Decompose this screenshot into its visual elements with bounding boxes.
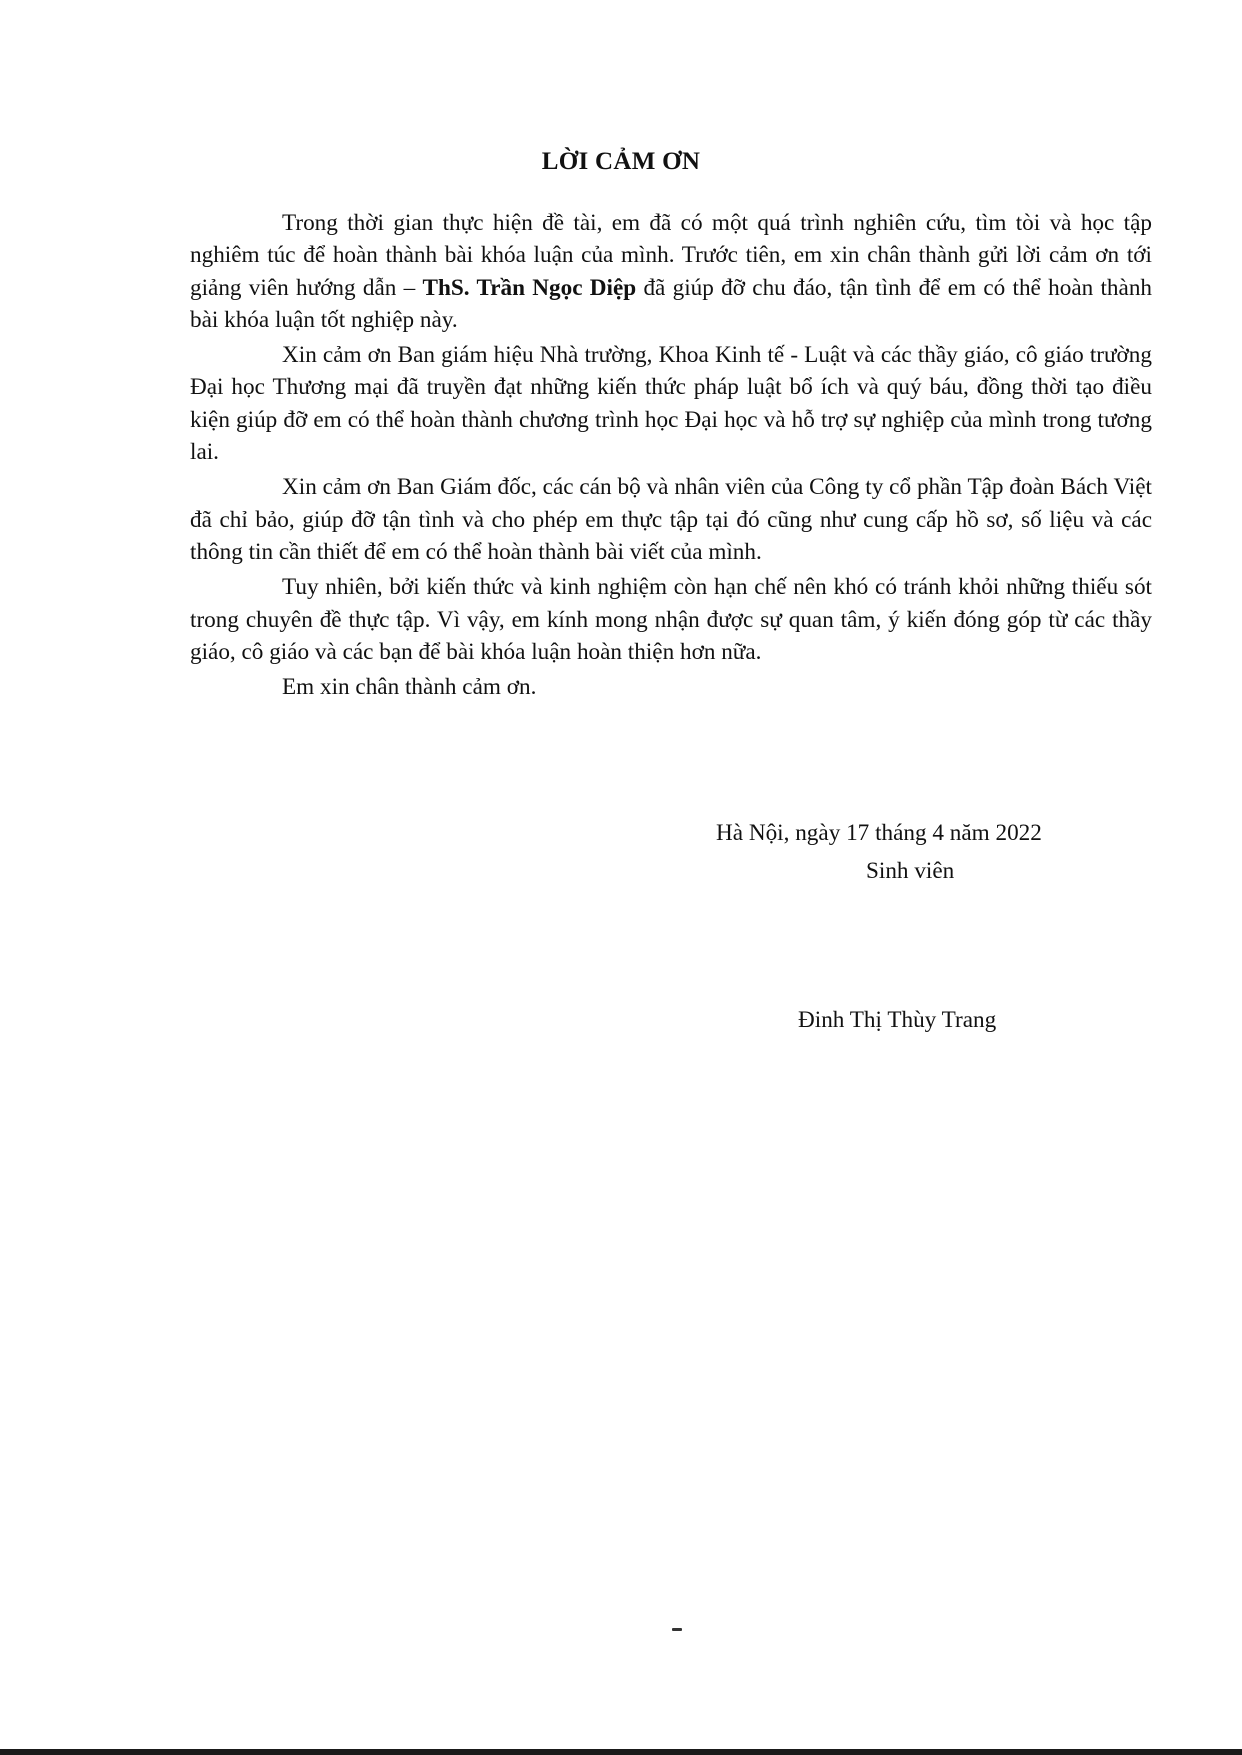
scan-bottom-edge xyxy=(0,1749,1242,1755)
paragraph-1-text-before: Trong thời gian thực hiện đề tài, em đã có một quá trình nghiên cứu, tìm tòi và học tập nghiêm túc để hoàn thành bài khóa luận của mình. Trước tiên, em xin chân thành gửi lời cảm ơn tới giảng viên hướng dẫn – xyxy=(190,210,1152,301)
paragraph-2: Xin cảm ơn Ban giám hiệu Nhà trường, Khoa Kinh tế - Luật và các thầy giáo, cô giáo trường Đại học Thương mại đã truyền đạt những kiến thức pháp luật bổ ích và quý báu, đồng thời tạo điều kiện giúp đỡ em có thể hoàn thành chương trình học Đại học và hỗ trợ sự nghiệp của mình trong tương lai. xyxy=(190,342,1152,466)
page-number-mark xyxy=(672,1628,682,1631)
paragraph-1-text-after: đã giúp đỡ chu đáo, tận tình để em có thể hoàn thành bài khóa luận tốt nghiệp này. xyxy=(190,274,1153,333)
acknowledgement-body xyxy=(190,207,1152,706)
page-title: LỜI CẢM ƠN xyxy=(541,148,701,175)
signer-role: Sinh viên xyxy=(866,858,955,884)
paragraph-1 xyxy=(190,207,1152,336)
paragraph-5: Em xin chân thành cảm ơn. xyxy=(282,674,537,701)
signer-name: Đinh Thị Thùy Trang xyxy=(798,1007,997,1033)
supervisor-name: ThS. Trần Ngọc Diệp xyxy=(422,274,637,301)
paragraph-4: Tuy nhiên, bởi kiến thức và kinh nghiệm còn hạn chế nên khó có tránh khỏi những thiếu sót trong chuyên đề thực tập. Vì vậy, em kính mong nhận được sự quan tâm, ý kiến đóng góp từ các thầy giáo, cô giáo và các bạn để bài khóa luận hoàn thiện hơn nữa. xyxy=(190,574,1152,665)
place-date: Hà Nội, ngày 17 tháng 4 năm 2022 xyxy=(716,820,1042,846)
paragraph-3: Xin cảm ơn Ban Giám đốc, các cán bộ và nhân viên của Công ty cổ phần Tập đoàn Bách Việt đã chỉ bảo, giúp đỡ tận tình và cho phép em thực tập tại đó cũng như cung cấp hồ sơ, số liệu và các thông tin cần thiết để em có thể hoàn thành bài viết của mình. xyxy=(190,474,1152,565)
